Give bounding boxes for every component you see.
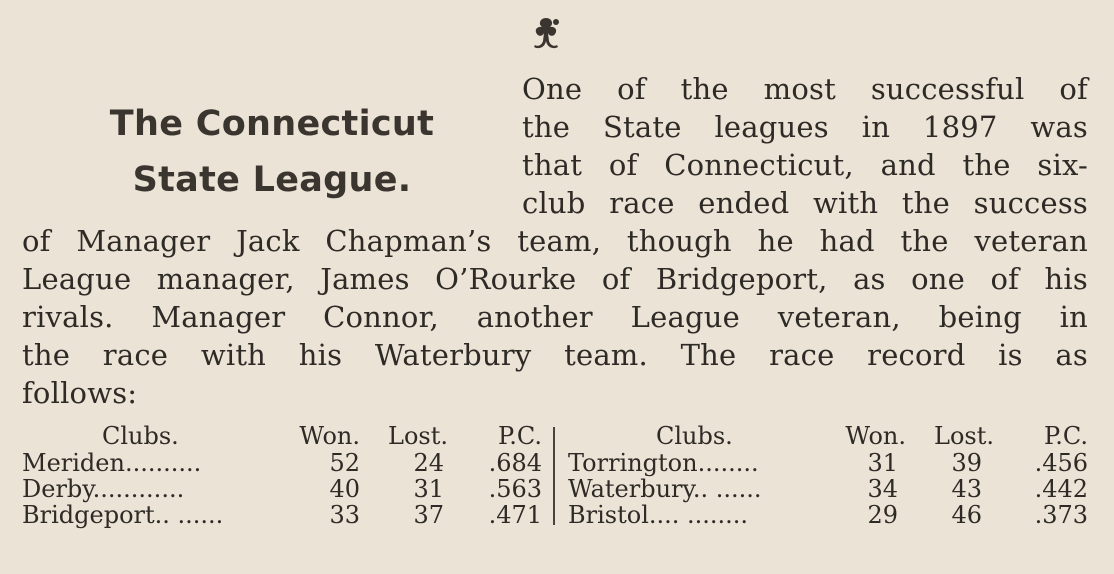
header-pc: P.C. (497, 422, 542, 450)
header-won: Won. (299, 422, 360, 450)
pc-value: .442 (1034, 475, 1088, 503)
pc-value: .373 (1034, 501, 1088, 529)
paragraph-line: that of Connecticut, and the six- (522, 148, 1088, 182)
lost-value: 24 (413, 449, 444, 477)
won-value: 40 (329, 475, 360, 503)
club-name: Bridgeport.. ...... (22, 501, 224, 529)
lost-value: 39 (951, 449, 982, 477)
table-header-row (568, 423, 1088, 450)
won-value: 31 (867, 449, 898, 477)
won-value: 34 (867, 475, 898, 503)
lost-value: 46 (951, 501, 982, 529)
header-clubs: Clubs. (656, 422, 733, 450)
heading-line-1: The Connecticut (109, 104, 435, 144)
header-won: Won. (845, 422, 906, 450)
pc-value: .456 (1034, 449, 1088, 477)
standings-table-right (568, 423, 1088, 528)
lost-value: 43 (951, 475, 982, 503)
table-row (568, 450, 1088, 476)
fleuron-icon (526, 14, 566, 50)
header-clubs: Clubs. (102, 422, 179, 450)
paragraph-line: One of the most successful of (522, 72, 1088, 106)
club-name: Waterbury.. ...... (568, 475, 762, 503)
club-name: Torrington........ (568, 449, 759, 477)
paragraph-line: rivals. Manager Connor, another League veteran, being in (22, 300, 1088, 334)
section-heading (62, 96, 482, 208)
lost-value: 31 (413, 475, 444, 503)
won-value: 52 (329, 449, 360, 477)
column-divider (553, 427, 555, 525)
pc-value: .471 (488, 501, 542, 529)
paragraph-line: the State leagues in 1897 was (522, 110, 1088, 144)
club-name: Meriden.......... (22, 449, 202, 477)
club-name: Derby............ (22, 475, 185, 503)
table-row (568, 476, 1088, 502)
header-lost: Lost. (934, 422, 994, 450)
heading-line-2: State League. (132, 160, 412, 200)
club-name: Bristol.... ........ (568, 501, 749, 529)
table-row (22, 450, 542, 476)
paragraph-line: follows: (22, 376, 138, 410)
won-value: 33 (329, 501, 360, 529)
lost-value: 37 (413, 501, 444, 529)
table-row (568, 502, 1088, 528)
table-row (22, 476, 542, 502)
standings-table (22, 423, 1088, 533)
paragraph-line: club race ended with the success (522, 186, 1088, 220)
header-pc: P.C. (1043, 422, 1088, 450)
won-value: 29 (867, 501, 898, 529)
standings-table-left (22, 423, 542, 528)
table-header-row (22, 423, 542, 450)
pc-value: .563 (488, 475, 542, 503)
paragraph-line: of Manager Jack Chapman’s team, though he had the veteran (22, 224, 1088, 258)
paragraph-line: the race with his Waterbury team. The race record is as (22, 338, 1088, 372)
paragraph-line: League manager, James O’Rourke of Bridgeport, as one of his (22, 262, 1088, 296)
pc-value: .684 (488, 449, 542, 477)
header-lost: Lost. (388, 422, 448, 450)
table-row (22, 502, 542, 528)
